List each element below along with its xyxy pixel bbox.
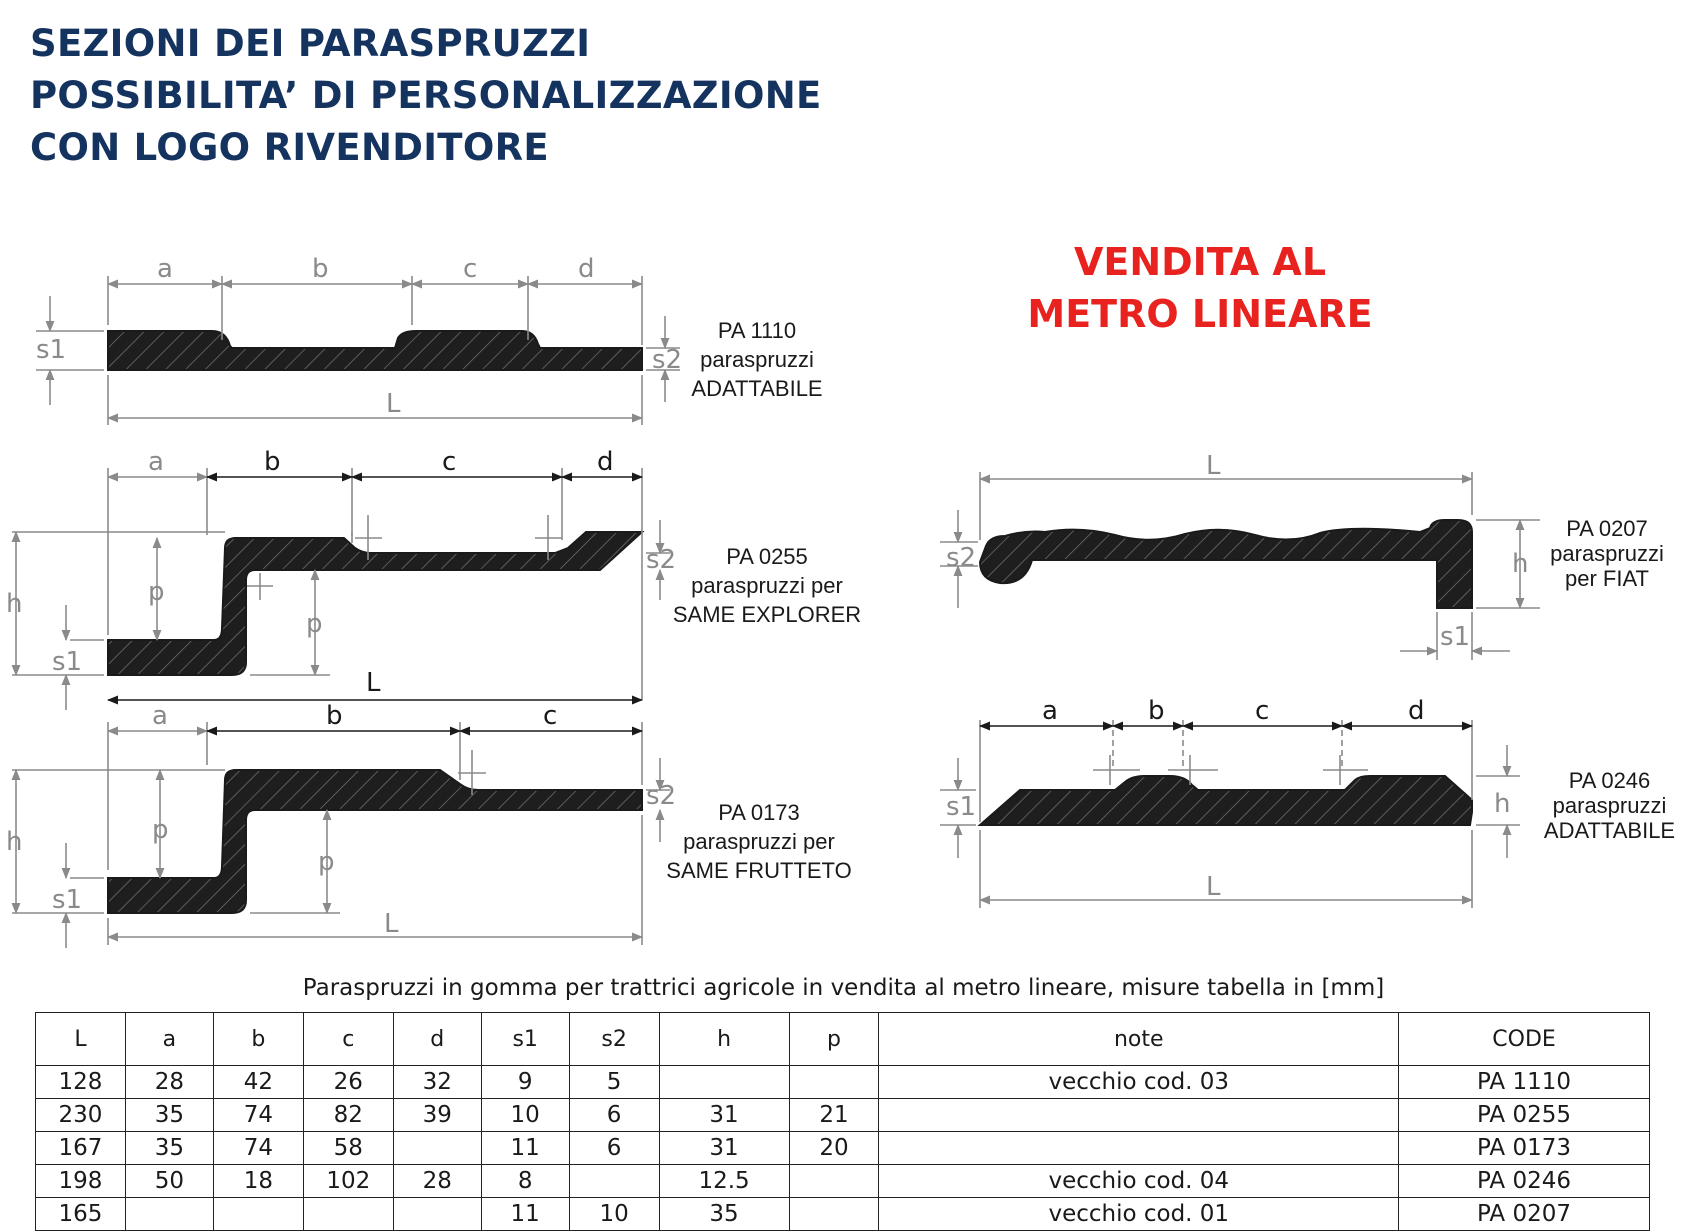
pa0246-dim-h: h (1494, 789, 1511, 819)
pa0246-label (1542, 768, 1677, 843)
pa0173-dim-s1: s1 (52, 885, 83, 915)
table-cell: 26 (303, 1066, 393, 1099)
pa0207-dim-h: h (1512, 549, 1529, 579)
pa1110-dim-d: d (578, 254, 595, 284)
table-cell (789, 1165, 879, 1198)
pa1110-dim-s1: s1 (36, 335, 67, 365)
col-header-h: h (659, 1013, 789, 1066)
table-cell: vecchio cod. 04 (879, 1165, 1399, 1198)
pa0246-dim-d: d (1408, 696, 1425, 726)
pa0207-section (980, 520, 1472, 608)
table-cell: 5 (569, 1066, 659, 1099)
table-cell: 11 (481, 1132, 569, 1165)
pa0173-drawing (6, 701, 676, 948)
pa1110-dim-a: a (157, 254, 173, 284)
pa0255-dim-a: a (148, 447, 164, 477)
table-cell: PA 0207 (1399, 1198, 1650, 1231)
table-cell (303, 1198, 393, 1231)
pa0173-desc: paraspruzzi per (683, 829, 835, 854)
pa0207-label (1542, 516, 1672, 591)
table-row (36, 1132, 1650, 1165)
table-cell: 82 (303, 1099, 393, 1132)
pa0255-dim-h: h (6, 589, 23, 619)
col-header-code: CODE (1399, 1013, 1650, 1066)
col-header-p: p (789, 1013, 879, 1066)
pa0246-drawing (940, 696, 1520, 908)
pa0255-label (672, 542, 862, 629)
pa0207-type: per FIAT (1565, 566, 1649, 591)
table-cell: 42 (213, 1066, 303, 1099)
table-header-row (36, 1013, 1650, 1066)
col-header-L: L (36, 1013, 126, 1066)
table-cell: 20 (789, 1132, 879, 1165)
pa0255-dim-c: c (442, 447, 457, 477)
pa1110-dim-c: c (463, 254, 478, 284)
table-cell: PA 0173 (1399, 1132, 1650, 1165)
pa0207-dim-s2: s2 (946, 543, 977, 573)
title-line-1: SEZIONI DEI PARASPRUZZI (30, 22, 591, 65)
table-cell (393, 1132, 481, 1165)
pa0255-type: SAME EXPLORER (672, 602, 862, 627)
table-cell (393, 1198, 481, 1231)
pa0173-dim-p-left: p (152, 815, 169, 845)
table-cell: 8 (481, 1165, 569, 1198)
pa0207-dim-s1: s1 (1440, 622, 1471, 652)
table-cell: 9 (481, 1066, 569, 1099)
pa1110-dim-L: L (386, 389, 401, 419)
col-header-s2: s2 (569, 1013, 659, 1066)
table-cell (569, 1165, 659, 1198)
table-cell: 6 (569, 1099, 659, 1132)
pa0255-drawing (6, 447, 676, 710)
table-cell: 10 (481, 1099, 569, 1132)
title-line-2: POSSIBILITA’ DI PERSONALIZZAZIONE (30, 74, 822, 117)
table-cell: PA 1110 (1399, 1066, 1650, 1099)
pa0207-drawing (940, 451, 1540, 660)
table-cell (659, 1066, 789, 1099)
table-cell: vecchio cod. 01 (879, 1198, 1399, 1231)
pa0255-dim-L: L (366, 668, 381, 698)
table-cell: vecchio cod. 03 (879, 1066, 1399, 1099)
promo-line-1: VENDITA AL (1073, 240, 1327, 284)
table-cell: 74 (213, 1099, 303, 1132)
pa0173-dim-a: a (152, 701, 168, 731)
table-cell: 230 (36, 1099, 126, 1132)
table-cell: 35 (125, 1099, 213, 1132)
pa0255-dim-s1: s1 (52, 647, 83, 677)
promo-line-2: METRO LINEARE (1027, 292, 1373, 336)
table-row (36, 1066, 1650, 1099)
pa0255-code: PA 0255 (726, 544, 808, 569)
pa1110-section (108, 331, 642, 370)
pa0207-dim-L: L (1206, 451, 1221, 481)
table-cell: 128 (36, 1066, 126, 1099)
table-cell: 35 (125, 1132, 213, 1165)
table-cell (879, 1099, 1399, 1132)
table-cell: 18 (213, 1165, 303, 1198)
pa0255-dim-b: b (264, 447, 281, 477)
table-cell: 39 (393, 1099, 481, 1132)
pa0255-dim-s2: s2 (646, 545, 677, 575)
pa0173-type: SAME FRUTTETO (666, 858, 852, 883)
pa0246-dim-b: b (1148, 696, 1165, 726)
pa1110-type: ADATTABILE (691, 376, 823, 401)
table-caption: Paraspruzzi in gomma per trattrici agricole in vendita al metro lineare, misure tabella in [mm] (302, 975, 1385, 1001)
table-cell (879, 1132, 1399, 1165)
pa0173-dim-p-right: p (318, 847, 335, 877)
pa0173-dim-h: h (6, 827, 23, 857)
col-header-b: b (213, 1013, 303, 1066)
pa0207-desc: paraspruzzi (1550, 541, 1664, 566)
col-header-c: c (303, 1013, 393, 1066)
pa1110-desc: paraspruzzi (700, 347, 814, 372)
table-cell: PA 0255 (1399, 1099, 1650, 1132)
table-cell: 12.5 (659, 1165, 789, 1198)
pa1110-label (682, 316, 832, 403)
table-cell (213, 1198, 303, 1231)
pa0255-dim-p-left: p (148, 577, 165, 607)
pa0173-section (108, 770, 642, 913)
table-cell: 11 (481, 1198, 569, 1231)
col-header-a: a (125, 1013, 213, 1066)
col-header-s1: s1 (481, 1013, 569, 1066)
pa0173-dim-b: b (326, 701, 343, 731)
table-row (36, 1099, 1650, 1132)
table-row (36, 1165, 1650, 1198)
pa0246-dim-s1: s1 (946, 792, 977, 822)
pa0255-dim-p-right: p (306, 609, 323, 639)
pa1110-drawing (36, 254, 682, 425)
pa0173-code: PA 0173 (718, 800, 800, 825)
title-line-3: CON LOGO RIVENDITORE (30, 126, 549, 169)
table-cell: 198 (36, 1165, 126, 1198)
table-cell: 74 (213, 1132, 303, 1165)
table-cell: 28 (125, 1066, 213, 1099)
pa1110-dim-s2: s2 (652, 345, 683, 375)
pa1110-dim-b: b (312, 254, 329, 284)
pa0246-section (980, 776, 1472, 825)
col-header-d: d (393, 1013, 481, 1066)
pa0173-dim-c: c (543, 701, 558, 731)
table-cell: 167 (36, 1132, 126, 1165)
table-cell: 102 (303, 1165, 393, 1198)
pa0246-desc: paraspruzzi (1552, 793, 1667, 818)
table-cell: 165 (36, 1198, 126, 1231)
table-cell: PA 0246 (1399, 1165, 1650, 1198)
pa0246-type: ADATTABILE (1543, 818, 1676, 843)
pa0173-dim-L: L (384, 909, 399, 939)
table-cell (125, 1198, 213, 1231)
dimensions-table (35, 1012, 1650, 1231)
table-cell: 35 (659, 1198, 789, 1231)
pa0255-section (108, 532, 642, 675)
pa1110-code: PA 1110 (717, 318, 797, 343)
pa0246-dim-L: L (1206, 872, 1221, 902)
pa0207-code: PA 0207 (1566, 516, 1648, 541)
table-cell: 10 (569, 1198, 659, 1231)
table-cell: 32 (393, 1066, 481, 1099)
table-cell: 50 (125, 1165, 213, 1198)
col-header-note: note (879, 1013, 1399, 1066)
table-row (36, 1198, 1650, 1231)
table-cell: 28 (393, 1165, 481, 1198)
pa0246-dim-a: a (1042, 696, 1058, 726)
table-cell (789, 1198, 879, 1231)
pa0246-dim-c: c (1255, 696, 1270, 726)
pa0255-desc: paraspruzzi per (691, 573, 843, 598)
table-cell (789, 1066, 879, 1099)
table-cell: 21 (789, 1099, 879, 1132)
pa0246-code: PA 0246 (1568, 768, 1651, 793)
table-cell: 6 (569, 1132, 659, 1165)
pa0173-dim-s2: s2 (646, 781, 677, 811)
pa0255-dim-d: d (597, 447, 614, 477)
table-cell: 31 (659, 1132, 789, 1165)
table-cell: 31 (659, 1099, 789, 1132)
pa0173-label (664, 798, 854, 885)
table-cell: 58 (303, 1132, 393, 1165)
